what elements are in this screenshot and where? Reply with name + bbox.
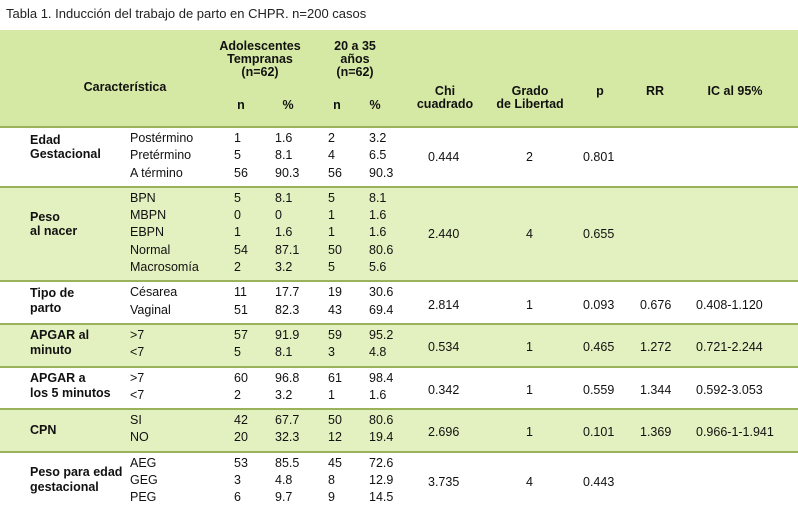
chi-cell: 2.440 bbox=[428, 227, 460, 242]
n-adultas-cell: 56 bbox=[328, 165, 342, 180]
category-cell: Césarea bbox=[130, 285, 178, 300]
group-label: Tipo de bbox=[30, 285, 75, 300]
p-value-cell: 0.093 bbox=[583, 297, 615, 312]
pct-adultas-cell: 8.1 bbox=[369, 190, 387, 205]
pct-adolescentes-cell: 1.6 bbox=[275, 225, 293, 240]
n-adolescentes-cell: 2 bbox=[234, 260, 241, 275]
n-adolescentes-cell: 1 bbox=[234, 131, 241, 145]
pct-adolescentes-cell: 17.7 bbox=[275, 285, 300, 300]
header-rr: RR bbox=[645, 84, 665, 98]
chi-cell: 2.696 bbox=[428, 425, 460, 440]
pct-adultas-cell: 69.4 bbox=[369, 302, 394, 317]
n-adolescentes-cell: 5 bbox=[234, 345, 241, 360]
n-adultas-cell: 5 bbox=[328, 190, 335, 205]
pct-adolescentes-cell: 1.6 bbox=[275, 131, 293, 145]
n-adultas-cell: 3 bbox=[328, 345, 335, 360]
ic-cell: 0.592-3.053 bbox=[696, 382, 763, 397]
n-adolescentes-cell: 57 bbox=[234, 328, 248, 342]
category-cell: Macrosomía bbox=[130, 260, 199, 275]
pct-adolescentes-cell: 8.1 bbox=[275, 345, 293, 360]
n-adolescentes-cell: 11 bbox=[234, 285, 247, 300]
pct-adolescentes-cell: 82.3 bbox=[275, 302, 300, 317]
pct-adultas-cell: 12.9 bbox=[369, 473, 394, 488]
pct-adolescentes-cell: 4.8 bbox=[275, 473, 293, 488]
pct-adolescentes-cell: 32.3 bbox=[275, 430, 300, 445]
n-adolescentes-cell: 2 bbox=[234, 387, 241, 402]
header-group1-line2: Tempranas bbox=[227, 52, 293, 66]
group-label: parto bbox=[30, 300, 62, 315]
group-label: APGAR al bbox=[30, 328, 90, 343]
pct-adolescentes-cell: 8.1 bbox=[275, 148, 293, 163]
n-adultas-cell: 45 bbox=[328, 455, 342, 470]
ic-cell: 0.966-1-1.941 bbox=[696, 425, 774, 440]
category-cell: Normal bbox=[130, 242, 171, 257]
pct-adolescentes-cell: 91.9 bbox=[275, 328, 300, 342]
category-cell: <7 bbox=[130, 387, 145, 402]
n-adultas-cell: 59 bbox=[328, 328, 342, 342]
n-adultas-cell: 1 bbox=[328, 225, 335, 240]
header-gl-line2: de Libertad bbox=[496, 97, 564, 111]
p-value-cell: 0.655 bbox=[583, 227, 615, 242]
header-chi-line2: cuadrado bbox=[416, 97, 474, 111]
rr-cell: 1.344 bbox=[640, 382, 672, 397]
header-n2: n bbox=[333, 98, 341, 112]
rr-cell: 1.272 bbox=[640, 340, 672, 355]
pct-adolescentes-cell: 3.2 bbox=[275, 387, 293, 402]
p-value-cell: 0.443 bbox=[583, 474, 615, 489]
grado-libertad-cell: 4 bbox=[526, 227, 533, 242]
n-adultas-cell: 5 bbox=[328, 260, 335, 275]
category-cell: EBPN bbox=[130, 225, 165, 240]
grado-libertad-cell: 4 bbox=[526, 474, 533, 489]
header-group2-line3: (n=62) bbox=[336, 65, 374, 79]
category-cell: SI bbox=[130, 413, 142, 428]
n-adolescentes-cell: 53 bbox=[234, 455, 248, 470]
category-cell: <7 bbox=[130, 345, 145, 360]
n-adultas-cell: 19 bbox=[328, 285, 342, 300]
pct-adolescentes-cell: 8.1 bbox=[275, 190, 293, 205]
row-separator bbox=[0, 451, 798, 453]
group-label: los 5 minutos bbox=[30, 385, 111, 400]
pct-adultas-cell: 14.5 bbox=[369, 490, 394, 505]
header-p: p bbox=[596, 84, 604, 98]
pct-adultas-cell: 80.6 bbox=[369, 413, 394, 428]
chi-cell: 2.814 bbox=[428, 297, 460, 312]
n-adolescentes-cell: 60 bbox=[234, 370, 248, 385]
pct-adolescentes-cell: 96.8 bbox=[275, 370, 300, 385]
ic-cell: 0.408-1.120 bbox=[696, 297, 763, 312]
group-label: APGAR a bbox=[30, 370, 86, 385]
header-chi-line1: Chi bbox=[434, 84, 456, 98]
n-adultas-cell: 1 bbox=[328, 208, 335, 223]
n-adultas-cell: 43 bbox=[328, 302, 342, 317]
n-adolescentes-cell: 54 bbox=[234, 242, 248, 257]
category-cell: PEG bbox=[130, 490, 157, 505]
row-separator bbox=[0, 323, 798, 325]
p-value-cell: 0.465 bbox=[583, 340, 615, 355]
pct-adultas-cell: 30.6 bbox=[369, 285, 394, 300]
group-block bbox=[0, 368, 798, 409]
pct-adultas-cell: 1.6 bbox=[369, 208, 387, 223]
group-block bbox=[0, 325, 798, 366]
group-block bbox=[0, 188, 798, 281]
pct-adolescentes-cell: 3.2 bbox=[275, 260, 293, 275]
chi-cell: 0.534 bbox=[428, 340, 460, 355]
header-gl-line1: Grado bbox=[511, 84, 549, 98]
category-cell: NO bbox=[130, 430, 149, 445]
n-adolescentes-cell: 56 bbox=[234, 165, 248, 180]
pct-adolescentes-cell: 90.3 bbox=[275, 165, 300, 180]
header-n1: n bbox=[237, 98, 245, 112]
n-adolescentes-cell: 0 bbox=[234, 208, 241, 223]
n-adultas-cell: 8 bbox=[328, 473, 335, 488]
pct-adultas-cell: 90.3 bbox=[369, 165, 394, 180]
pct-adultas-cell: 4.8 bbox=[369, 345, 387, 360]
n-adolescentes-cell: 3 bbox=[234, 473, 241, 488]
row-separator bbox=[0, 126, 798, 128]
n-adultas-cell: 12 bbox=[328, 430, 342, 445]
group-label: Gestacional bbox=[30, 147, 101, 161]
pct-adolescentes-cell: 0 bbox=[275, 208, 282, 223]
pct-adolescentes-cell: 85.5 bbox=[275, 455, 300, 470]
p-value-cell: 0.801 bbox=[583, 149, 615, 164]
pct-adultas-cell: 6.5 bbox=[369, 148, 387, 163]
n-adultas-cell: 61 bbox=[328, 370, 342, 385]
grado-libertad-cell: 1 bbox=[526, 382, 533, 397]
row-separator bbox=[0, 408, 798, 410]
group-label: Peso para edad bbox=[30, 464, 123, 479]
pct-adultas-cell: 98.4 bbox=[369, 370, 394, 385]
grado-libertad-cell: 1 bbox=[526, 425, 533, 440]
pct-adolescentes-cell: 67.7 bbox=[275, 413, 300, 428]
grado-libertad-cell: 2 bbox=[526, 149, 533, 164]
group-block bbox=[0, 453, 798, 511]
table-caption: Tabla 1. Inducción del trabajo de parto en CHPR. n=200 casos bbox=[6, 6, 367, 21]
pct-adultas-cell: 19.4 bbox=[369, 430, 394, 445]
p-value-cell: 0.101 bbox=[583, 425, 615, 440]
n-adolescentes-cell: 42 bbox=[234, 413, 248, 428]
group-label: CPN bbox=[30, 422, 57, 437]
pct-adultas-cell: 95.2 bbox=[369, 328, 394, 342]
group-block bbox=[0, 410, 798, 451]
n-adolescentes-cell: 1 bbox=[234, 225, 241, 240]
pct-adultas-cell: 1.6 bbox=[369, 225, 387, 240]
group-label: al nacer bbox=[30, 223, 78, 238]
chi-cell: 3.735 bbox=[428, 474, 460, 489]
n-adolescentes-cell: 51 bbox=[234, 302, 248, 317]
header-group2-line1: 20 a 35 bbox=[334, 39, 376, 53]
grado-libertad-cell: 1 bbox=[526, 297, 533, 312]
group-block bbox=[0, 128, 798, 186]
chi-cell: 0.342 bbox=[428, 382, 460, 397]
chi-cell: 0.444 bbox=[428, 149, 460, 164]
pct-adultas-cell: 1.6 bbox=[369, 387, 387, 402]
n-adolescentes-cell: 5 bbox=[234, 148, 241, 163]
header-pct2: % bbox=[369, 98, 381, 112]
ic-cell: 0.721-2.244 bbox=[696, 340, 763, 355]
category-cell: A término bbox=[130, 165, 183, 180]
n-adolescentes-cell: 6 bbox=[234, 490, 241, 505]
row-separator bbox=[0, 366, 798, 368]
group-label: Edad bbox=[30, 133, 61, 147]
group-label: gestacional bbox=[30, 479, 99, 494]
grado-libertad-cell: 1 bbox=[526, 340, 533, 355]
category-cell: >7 bbox=[130, 328, 145, 342]
pct-adultas-cell: 3.2 bbox=[369, 131, 387, 145]
category-cell: AEG bbox=[130, 455, 157, 470]
n-adultas-cell: 2 bbox=[328, 131, 335, 145]
category-cell: BPN bbox=[130, 190, 156, 205]
pct-adultas-cell: 72.6 bbox=[369, 455, 394, 470]
n-adolescentes-cell: 5 bbox=[234, 190, 241, 205]
category-cell: Pretérmino bbox=[130, 148, 192, 163]
n-adultas-cell: 1 bbox=[328, 387, 335, 402]
category-cell: Vaginal bbox=[130, 302, 171, 317]
header-group1-line1: Adolescentes bbox=[219, 39, 301, 53]
category-cell: MBPN bbox=[130, 208, 167, 223]
table-header bbox=[0, 30, 798, 126]
group-label: minuto bbox=[30, 343, 72, 358]
n-adultas-cell: 50 bbox=[328, 413, 342, 428]
data-table bbox=[0, 30, 798, 505]
group-block bbox=[0, 282, 798, 323]
category-cell: Postérmino bbox=[130, 131, 194, 145]
row-separator bbox=[0, 186, 798, 188]
pct-adultas-cell: 5.6 bbox=[369, 260, 387, 275]
header-pct1: % bbox=[282, 98, 294, 112]
n-adultas-cell: 9 bbox=[328, 490, 335, 505]
pct-adolescentes-cell: 9.7 bbox=[275, 490, 293, 505]
p-value-cell: 0.559 bbox=[583, 382, 615, 397]
rr-cell: 1.369 bbox=[640, 425, 672, 440]
category-cell: GEG bbox=[130, 473, 158, 488]
header-ic: IC al 95% bbox=[707, 84, 763, 98]
n-adolescentes-cell: 20 bbox=[234, 430, 248, 445]
header-group2-line2: años bbox=[340, 52, 370, 66]
pct-adolescentes-cell: 87.1 bbox=[275, 242, 300, 257]
header-caracteristica: Característica bbox=[83, 80, 167, 94]
pct-adultas-cell: 80.6 bbox=[369, 242, 394, 257]
header-group1-line3: (n=62) bbox=[241, 65, 279, 79]
n-adultas-cell: 4 bbox=[328, 148, 335, 163]
n-adultas-cell: 50 bbox=[328, 242, 342, 257]
row-separator bbox=[0, 280, 798, 282]
rr-cell: 0.676 bbox=[640, 297, 672, 312]
group-label: Peso bbox=[30, 209, 60, 224]
category-cell: >7 bbox=[130, 370, 145, 385]
